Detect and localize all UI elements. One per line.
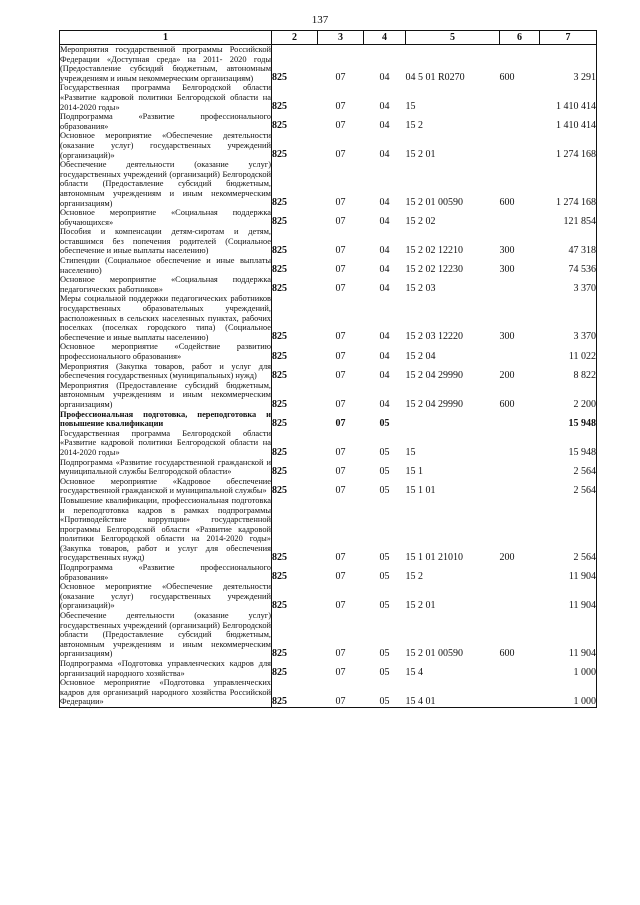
row-target-code: 15 2 01 bbox=[405, 600, 436, 612]
row-grbs: 825 bbox=[272, 101, 287, 113]
row-subsection: 04 bbox=[379, 72, 390, 84]
table-row bbox=[60, 458, 597, 477]
row-expense-type: 600 bbox=[499, 72, 515, 84]
row-name: Обеспечение деятельности (оказание услуг) государственных учреждений (организаций) Белгородской области (Предоставление субсидий бюджетным, автономным учреждениям и иным некоммерческим организациям) bbox=[60, 611, 271, 659]
row-amount: 11 022 bbox=[540, 342, 597, 361]
row-grbs: 825 bbox=[272, 648, 287, 659]
table-row bbox=[60, 275, 597, 294]
row-target-code: 15 2 01 bbox=[405, 149, 436, 161]
table-row bbox=[60, 208, 597, 227]
row-section: 07 bbox=[335, 350, 346, 362]
row-grbs: 825 bbox=[272, 600, 287, 612]
row-target-code: 15 bbox=[405, 101, 416, 113]
table-row bbox=[60, 131, 597, 160]
row-subsection: 05 bbox=[379, 417, 390, 429]
table-row bbox=[60, 112, 597, 131]
row-section: 07 bbox=[318, 678, 364, 707]
row-amount: 74 536 bbox=[540, 256, 597, 275]
row-expense-type bbox=[500, 275, 540, 294]
row-expense-type bbox=[500, 83, 540, 112]
row-expense-type bbox=[500, 477, 540, 496]
row-subsection: 04 bbox=[379, 398, 390, 410]
row-amount: 1 274 168 bbox=[540, 160, 597, 208]
row-grbs: 825 bbox=[272, 667, 287, 679]
row-grbs: 825 bbox=[272, 245, 287, 257]
row-section: 07 bbox=[335, 120, 346, 132]
row-target-code: 15 2 02 bbox=[405, 216, 436, 228]
row-subsection: 05 bbox=[379, 600, 390, 612]
row-name: Государственная программа Белгородской области «Развитие кадровой политики Белгородской области на 2014-2020 годы» bbox=[60, 428, 271, 457]
row-section: 07 bbox=[335, 264, 346, 276]
row-subsection: 05 bbox=[379, 648, 390, 659]
row-name: Основное мероприятие «Подготовка управленческих кадров для организаций народного хозяйства Российской Федерации» bbox=[60, 678, 271, 707]
row-subsection: 05 bbox=[379, 667, 390, 679]
row-grbs: 825 bbox=[272, 72, 287, 84]
row-expense-type bbox=[500, 131, 540, 160]
row-name: Профессиональная подготовка, переподготовка и повышение квалификации bbox=[60, 409, 271, 429]
table-row bbox=[60, 611, 597, 659]
row-name: Повышение квалификации, профессиональная подготовка и переподготовка кадров в рамках подпрограммы «Противодействие коррупции» государственной программы Белгородской области «Развитие кадровой политики Белгородской области на 2014-2020 годы» (Закупка товаров, работ и услуг для обеспечения государственных нужд) bbox=[60, 495, 271, 563]
row-section: 07 bbox=[335, 398, 346, 410]
row-subsection: 04 bbox=[379, 101, 390, 113]
row-target-code: 15 2 bbox=[405, 571, 423, 583]
row-subsection: 04 bbox=[379, 120, 390, 132]
row-amount: 15 948 bbox=[540, 410, 597, 429]
table-row bbox=[60, 227, 597, 256]
row-grbs: 825 bbox=[272, 678, 318, 707]
row-name: Подпрограмма «Развитие профессионального образования» bbox=[60, 112, 271, 131]
row-expense-type: 200 bbox=[499, 552, 515, 564]
row-section: 07 bbox=[335, 149, 346, 161]
row-name: Обеспечение деятельности (оказание услуг) государственных учреждений (организаций) Белгородской области (Предоставление субсидий бюджетным, автономным учреждениям и иным некоммерческим организациям) bbox=[60, 160, 271, 208]
row-target-code: 15 1 bbox=[405, 465, 423, 477]
row-expense-type: 600 bbox=[499, 648, 515, 659]
row-section: 07 bbox=[335, 417, 346, 429]
table-row bbox=[60, 362, 597, 381]
row-amount: 8 822 bbox=[540, 362, 597, 381]
row-amount: 1 410 414 bbox=[540, 83, 597, 112]
row-expense-type: 300 bbox=[499, 264, 515, 276]
table-row bbox=[60, 496, 597, 563]
row-amount: 3 370 bbox=[540, 275, 597, 294]
column-header-2: 2 bbox=[272, 31, 318, 45]
row-name: Подпрограмма «Подготовка управленческих кадров для организаций народного хозяйства» bbox=[60, 659, 271, 678]
row-section: 07 bbox=[335, 600, 346, 612]
row-target-code: 15 2 bbox=[405, 120, 423, 132]
row-amount: 1 410 414 bbox=[540, 112, 597, 131]
column-header-5: 5 bbox=[406, 31, 500, 45]
row-target-code: 15 4 01 bbox=[406, 678, 500, 707]
row-amount: 3 370 bbox=[540, 294, 597, 342]
row-amount: 121 854 bbox=[540, 208, 597, 227]
row-name: Подпрограмма «Развитие государственной гражданской и муниципальной службы Белгородской области» bbox=[60, 457, 271, 477]
row-subsection: 04 bbox=[379, 216, 390, 228]
row-section: 07 bbox=[335, 648, 346, 659]
row-grbs: 825 bbox=[272, 571, 287, 583]
column-header-1: 1 bbox=[60, 31, 272, 45]
row-expense-type bbox=[500, 410, 540, 429]
table-row bbox=[60, 342, 597, 361]
row-section: 07 bbox=[335, 245, 346, 257]
row-target-code: 04 5 01 R0270 bbox=[405, 72, 465, 84]
row-amount: 2 200 bbox=[540, 381, 597, 410]
row-grbs: 825 bbox=[272, 398, 287, 410]
row-expense-type bbox=[500, 112, 540, 131]
row-name: Основное мероприятие «Социальная поддержка педагогических работников» bbox=[60, 275, 271, 294]
row-amount: 1 000 bbox=[540, 659, 597, 678]
row-name: Основное мероприятие «Обеспечение деятельности (оказание услуг) государственных учреждений (организаций)» bbox=[60, 131, 271, 160]
row-target-code: 15 2 02 12210 bbox=[405, 245, 463, 257]
row-subsection: 05 bbox=[379, 571, 390, 583]
table-row bbox=[60, 83, 597, 112]
row-expense-type: 300 bbox=[499, 331, 515, 343]
row-section: 07 bbox=[335, 484, 346, 496]
table-row bbox=[60, 429, 597, 458]
row-amount: 2 564 bbox=[540, 458, 597, 477]
table-row bbox=[60, 256, 597, 275]
table-row bbox=[60, 294, 597, 342]
row-grbs: 825 bbox=[272, 264, 287, 276]
row-name: Основное мероприятие «Обеспечение деятельности (оказание услуг) государственных учреждений (организаций)» bbox=[60, 582, 271, 611]
row-name: Мероприятия (Предоставление субсидий бюджетным, автономным учреждениям и иным некоммерческим организациям) bbox=[60, 380, 271, 409]
row-grbs: 825 bbox=[272, 149, 287, 161]
row-amount: 2 564 bbox=[540, 477, 597, 496]
table-row bbox=[60, 477, 597, 496]
row-target-code: 15 2 03 12220 bbox=[405, 331, 463, 343]
row-section: 07 bbox=[335, 331, 346, 343]
table-row bbox=[60, 160, 597, 208]
row-target-code: 15 1 01 21010 bbox=[405, 552, 463, 564]
row-section: 07 bbox=[335, 465, 346, 477]
table-row bbox=[60, 582, 597, 611]
row-amount: 1 000 bbox=[540, 678, 597, 707]
row-grbs: 825 bbox=[272, 484, 287, 496]
row-name: Меры социальной поддержки педагогических работников государственных образовательных учреждений, расположенных в сельских населенных пунктах, рабочих поселках (поселках городского типа) (Социальное обеспечение и иные выплаты населению) bbox=[60, 294, 271, 342]
page-number: 137 bbox=[311, 14, 329, 26]
row-target-code: 15 2 04 29990 bbox=[405, 369, 463, 381]
row-grbs: 825 bbox=[272, 120, 287, 132]
row-amount: 11 904 bbox=[540, 563, 597, 582]
header-row bbox=[60, 31, 597, 45]
row-grbs: 825 bbox=[272, 446, 287, 458]
row-grbs: 825 bbox=[272, 465, 287, 477]
row-subsection: 05 bbox=[379, 484, 390, 496]
table-row bbox=[60, 410, 597, 429]
row-amount: 11 904 bbox=[540, 582, 597, 611]
row-target-code: 15 2 02 12230 bbox=[405, 264, 463, 276]
row-name: Мероприятия государственной программы Российской Федерации «Доступная среда» на 2011- 2020 годы (Предоставление субсидий бюджетным, автономным учреждениям и иным некоммерческим организациям) bbox=[60, 45, 271, 83]
row-expense-type bbox=[500, 208, 540, 227]
row-name: Пособия и компенсации детям-сиротам и детям, оставшимся без попечения родителей (Социальное обеспечение и иные выплаты населению) bbox=[60, 227, 271, 256]
row-subsection: 04 bbox=[379, 369, 390, 381]
row-grbs: 825 bbox=[272, 283, 287, 295]
table-body bbox=[60, 45, 597, 708]
row-amount: 15 948 bbox=[540, 429, 597, 458]
column-header-6: 6 bbox=[500, 31, 540, 45]
row-subsection: 04 bbox=[379, 283, 390, 295]
row-section: 07 bbox=[335, 446, 346, 458]
row-target-code: 15 2 04 bbox=[405, 350, 436, 362]
row-name: Основное мероприятие «Социальная поддержка обучающихся» bbox=[60, 208, 271, 227]
row-section: 07 bbox=[335, 72, 346, 84]
row-amount: 11 904 bbox=[540, 611, 597, 659]
row-section: 07 bbox=[335, 101, 346, 113]
row-subsection: 05 bbox=[379, 465, 390, 477]
table-row bbox=[60, 381, 597, 410]
row-expense-type: 300 bbox=[499, 245, 515, 257]
row-target-code: 15 bbox=[405, 446, 416, 458]
row-expense-type bbox=[500, 342, 540, 361]
column-header-7: 7 bbox=[540, 31, 597, 45]
row-amount: 2 564 bbox=[540, 496, 597, 563]
row-amount: 3 291 bbox=[540, 45, 597, 84]
row-grbs: 825 bbox=[272, 350, 287, 362]
row-target-code bbox=[406, 410, 500, 429]
row-expense-type bbox=[500, 458, 540, 477]
row-amount: 1 274 168 bbox=[540, 131, 597, 160]
row-target-code: 15 2 01 00590 bbox=[405, 197, 463, 209]
row-grbs: 825 bbox=[272, 417, 287, 429]
row-grbs: 825 bbox=[272, 369, 287, 381]
row-name: Мероприятия (Закупка товаров, работ и услуг для обеспечения государственных (муниципальных) нужд) bbox=[60, 361, 271, 381]
column-header-4: 4 bbox=[364, 31, 406, 45]
row-name: Подпрограмма «Развитие профессионального образования» bbox=[60, 563, 271, 582]
row-target-code: 15 4 bbox=[405, 667, 423, 679]
row-subsection: 04 bbox=[379, 245, 390, 257]
row-expense-type: 600 bbox=[499, 197, 515, 209]
row-grbs: 825 bbox=[272, 197, 287, 209]
row-expense-type: 600 bbox=[499, 398, 515, 410]
budget-table bbox=[59, 30, 597, 708]
row-subsection: 04 bbox=[379, 350, 390, 362]
row-expense-type bbox=[500, 429, 540, 458]
row-subsection: 04 bbox=[379, 197, 390, 209]
row-target-code: 15 2 03 bbox=[405, 283, 436, 295]
row-section: 07 bbox=[335, 216, 346, 228]
row-name: Стипендии (Социальное обеспечение и иные выплаты населению) bbox=[60, 256, 271, 275]
row-section: 07 bbox=[335, 369, 346, 381]
row-subsection: 05 bbox=[379, 552, 390, 564]
row-expense-type bbox=[500, 659, 540, 678]
row-target-code: 15 2 04 29990 bbox=[405, 398, 463, 410]
table-row bbox=[60, 659, 597, 678]
column-header-3: 3 bbox=[318, 31, 364, 45]
row-section: 07 bbox=[335, 571, 346, 583]
row-subsection: 04 bbox=[379, 149, 390, 161]
row-section: 07 bbox=[335, 197, 346, 209]
row-subsection: 04 bbox=[379, 264, 390, 276]
row-target-code: 15 2 01 00590 bbox=[405, 648, 463, 659]
row-section: 07 bbox=[335, 552, 346, 564]
row-amount: 47 318 bbox=[540, 227, 597, 256]
row-name: Государственная программа Белгородской области «Развитие кадровой политики Белгородской области на 2014-2020 годы» bbox=[60, 83, 271, 112]
row-grbs: 825 bbox=[272, 216, 287, 228]
row-name: Основное мероприятие «Содействие развитию профессионального образования» bbox=[60, 342, 271, 361]
row-section: 07 bbox=[335, 283, 346, 295]
table-row bbox=[60, 45, 597, 84]
row-expense-type: 200 bbox=[499, 369, 515, 381]
row-expense-type bbox=[500, 678, 540, 707]
row-subsection: 05 bbox=[364, 678, 406, 707]
row-section: 07 bbox=[335, 667, 346, 679]
table-row bbox=[60, 563, 597, 582]
row-grbs: 825 bbox=[272, 331, 287, 343]
row-expense-type bbox=[500, 582, 540, 611]
row-grbs: 825 bbox=[272, 552, 287, 564]
row-expense-type bbox=[500, 563, 540, 582]
table-row bbox=[60, 678, 597, 707]
row-subsection: 05 bbox=[379, 446, 390, 458]
row-name: Основное мероприятие «Кадровое обеспечение государственной гражданской и муниципальной службы» bbox=[60, 476, 271, 496]
row-target-code: 15 1 01 bbox=[405, 484, 436, 496]
row-subsection: 04 bbox=[379, 331, 390, 343]
